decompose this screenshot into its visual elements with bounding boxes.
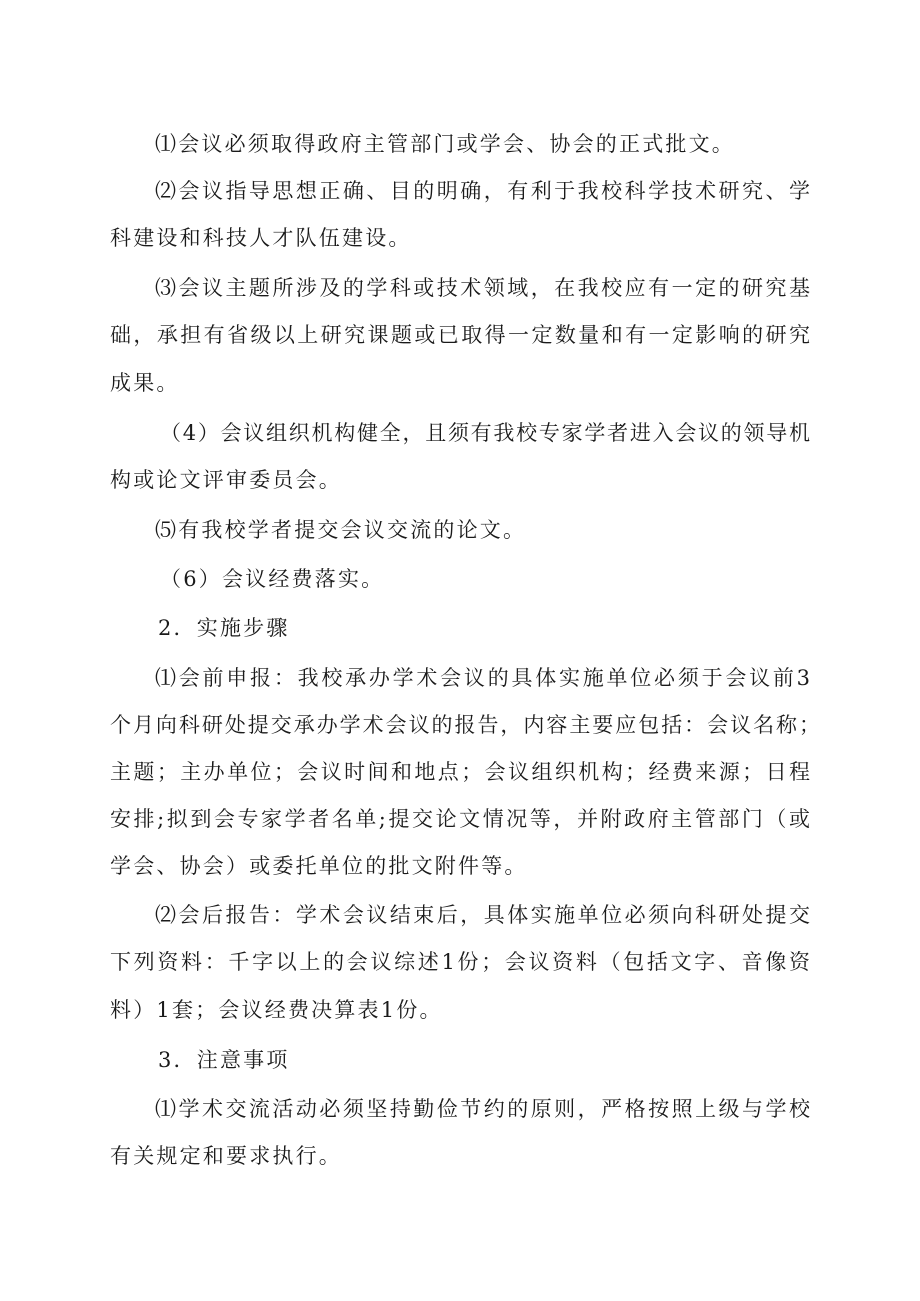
note-1-line-1: ⑴学术交流活动必须坚持勤俭节约的原则，严格按照上级与学校: [155, 1097, 810, 1121]
item-6-line-1: （6）会议经费落实。: [160, 567, 385, 591]
step-1-line-2: 个月向科研处提交承办学术会议的报告，内容主要应包括：会议名称；: [110, 713, 820, 737]
item-2-line-2: 科建设和科技人才队伍建设。: [110, 226, 412, 250]
step-1-line-3: 主题；主办单位；会议时间和地点；会议组织机构；经费来源；日程: [110, 760, 810, 784]
section-2-heading: 2．实施步骤: [158, 616, 290, 640]
step-2-line-2: 下列资料：千字以上的会议综述1份；会议资料（包括文字、音像资: [110, 950, 810, 974]
item-2-line-1: ⑵会议指导思想正确、目的明确，有利于我校科学技术研究、学: [155, 179, 810, 203]
item-4-line-1: （4）会议组织机构健全，且须有我校专家学者进入会议的领导机: [160, 421, 810, 445]
item-3-line-2: 础，承担有省级以上研究课题或已取得一定数量和有一定影响的研究: [110, 323, 810, 347]
item-3-line-1: ⑶会议主题所涉及的学科或技术领域，在我校应有一定的研究基: [155, 276, 810, 300]
step-2-line-3: 料）1套；会议经费决算表1份。: [110, 998, 443, 1022]
item-5-line-1: ⑸有我校学者提交会议交流的论文。: [155, 518, 527, 542]
item-3-line-3: 成果。: [110, 371, 180, 395]
item-4-line-2: 构或论文评审委员会。: [110, 468, 342, 492]
section-3-heading: 3．注意事项: [158, 1048, 290, 1072]
step-1-line-5: 学会、协会）或委托单位的批文附件等。: [110, 854, 528, 878]
step-1-line-4: 安排;拟到会专家学者名单;提交论文情况等，并附政府主管部门（或: [110, 807, 810, 831]
note-1-line-2: 有关规定和要求执行。: [110, 1144, 342, 1168]
item-1-line-1: ⑴会议必须取得政府主管部门或学会、协会的正式批文。: [155, 132, 735, 156]
step-2-line-1: ⑵会后报告：学术会议结束后，具体实施单位必须向科研处提交: [155, 903, 810, 927]
step-1-line-1: ⑴会前申报：我校承办学术会议的具体实施单位必须于会议前3: [155, 666, 810, 690]
